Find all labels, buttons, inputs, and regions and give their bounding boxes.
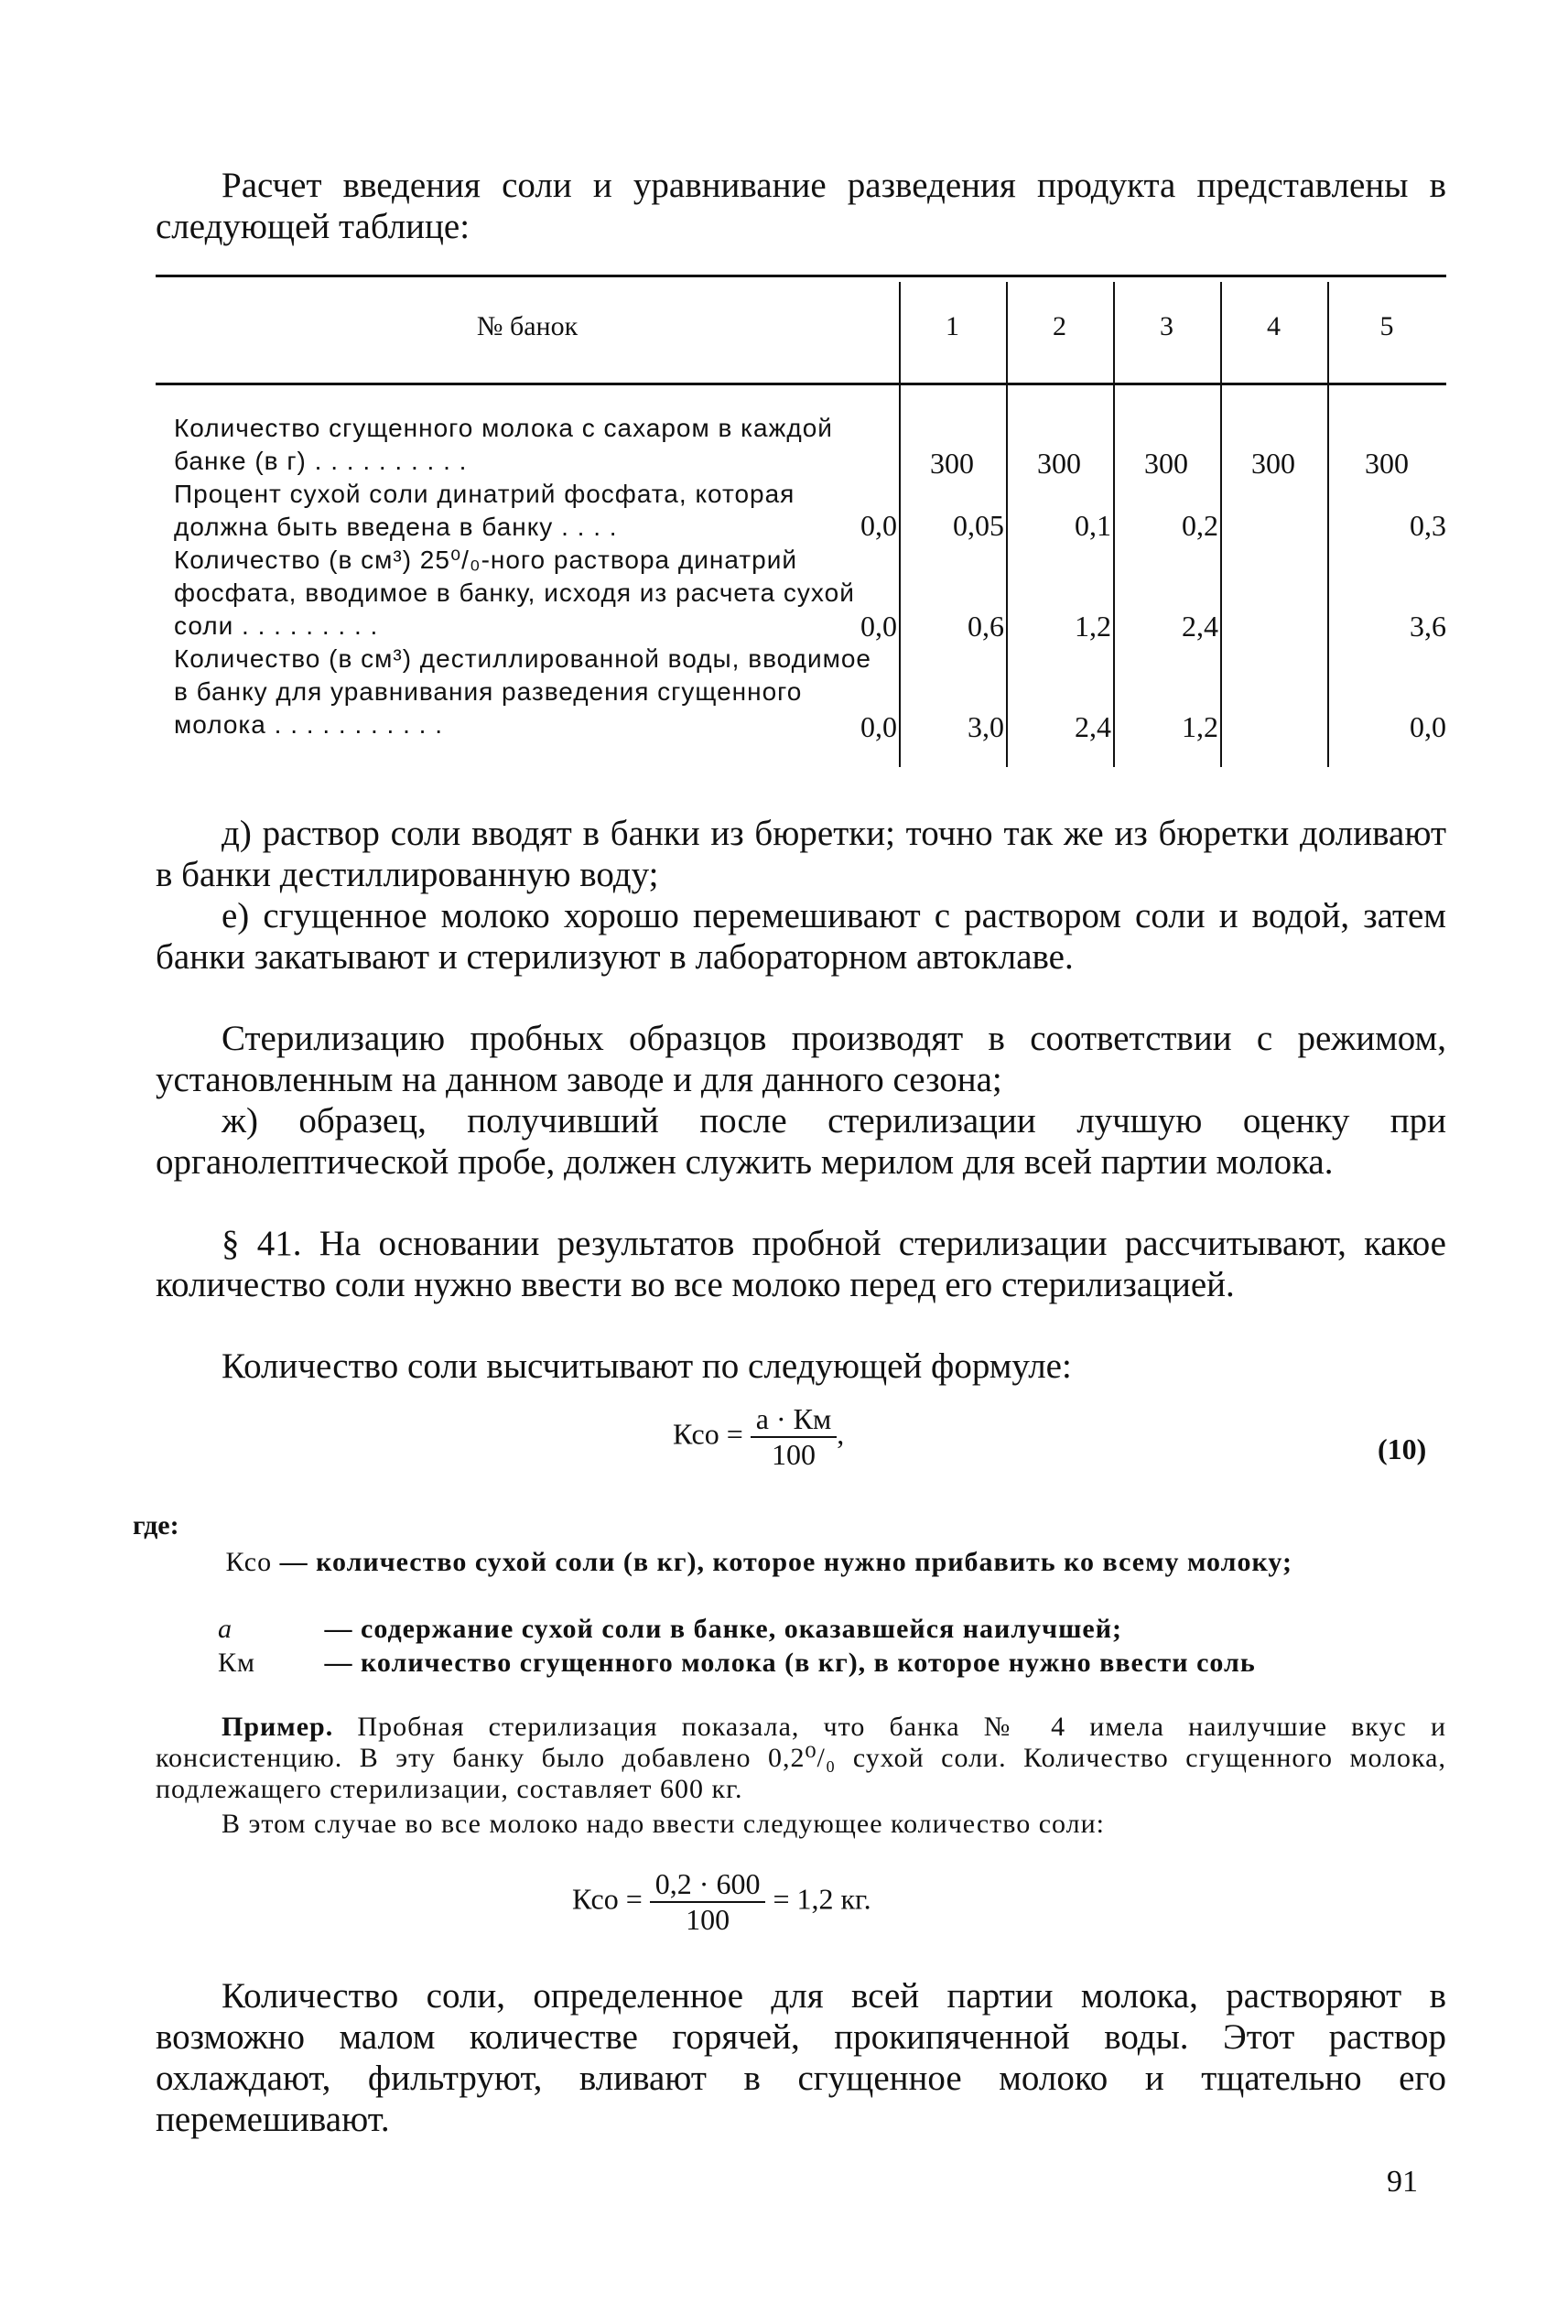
table-cell: 300: [1144, 447, 1188, 480]
example-formula-numerator: 0,2 · 600: [650, 1867, 766, 1903]
table-header-col: 2: [1053, 311, 1066, 341]
table-cell: 0,0: [860, 710, 897, 743]
table-cell: 300: [1037, 447, 1081, 480]
table-row-label: Количество сгущенного молока с сахаром в каждой банке (в г) . . . . . . . . . .: [174, 414, 833, 475]
table-header-col: 3: [1160, 311, 1173, 341]
formula-fraction: [751, 1402, 837, 1472]
legend-item: [218, 1648, 1446, 1679]
formula-denominator: 100: [772, 1438, 816, 1471]
final-paragraph: Количество соли, определенное для всей партии молока, растворяют в возможно малом количестве горячей, прокипяченной воды. Этот раствор охлаждают, фильтруют, вливают в сгущенное молоко и тщательно его перемешивают.: [156, 1976, 1446, 2139]
table-row-label: Процент сухой соли динатрий фосфата, которая должна быть введена в банку . . . .: [174, 480, 795, 541]
formula-numerator: a · Км: [751, 1402, 837, 1438]
legend-symbol: Ксо: [225, 1547, 273, 1577]
formula-tail: ,: [837, 1417, 845, 1451]
legend-text: — количество сухой соли (в кг), которое нужно прибавить ко всему молоку;: [279, 1547, 1292, 1577]
legend-text: — содержание сухой соли в банке, оказавшейся наилучшей;: [324, 1614, 1123, 1644]
table-cell: 2,4: [1182, 610, 1218, 643]
legend-item: [218, 1614, 1446, 1645]
example-formula-denominator: 100: [686, 1903, 730, 1936]
salt-table: [156, 275, 1446, 773]
where-label: где:: [133, 1510, 179, 1540]
formula-number: (10): [1378, 1432, 1427, 1465]
table-col-divider: [1006, 282, 1008, 767]
legend-text: — количество сгущенного молока (в кг), в которое нужно ввести соль: [324, 1648, 1256, 1678]
table-cell: 1,2: [1075, 610, 1111, 643]
example-text: Пробная стерилизация показала, что банка № 4 имела наилучшие вкус и консистенцию. В эту банку было добавлено 0,2⁰/₀ сухой соли. Количество сгущенного молока, подлежащего стерилизации, составляет 600 кг.: [156, 1712, 1447, 1804]
table-row-label: Количество (в см³) 25⁰/₀-ного раствора динатрий фосфата, вводимое в банку, исходя из расчета сухой соли . . . . . . . . .: [174, 546, 855, 640]
table-col-divider: [1220, 282, 1222, 767]
page-number: 91: [1387, 2165, 1418, 2199]
table-cell: 2,4: [1075, 710, 1111, 743]
legend-symbol: a: [218, 1614, 232, 1644]
example-lead: Пример.: [222, 1712, 334, 1742]
table-cell: 0,0: [860, 509, 897, 542]
formula-10: [673, 1402, 844, 1472]
paragraph-section-41: § 41. На основании результатов пробной стерилизации рассчитывают, какое количество соли нужно ввести во все молоко перед его стерилизацией.: [156, 1224, 1446, 1304]
table-cell: 1,2: [1182, 710, 1218, 743]
paragraph-sterilization: Стерилизацию пробных образцов производят в соответствии с режимом, установленным на данном заводе и для данного сезона;: [156, 1019, 1446, 1099]
table-col-divider: [1327, 282, 1329, 767]
example-formula-lhs: Ксо =: [572, 1882, 643, 1916]
table-cell: 3,6: [1410, 610, 1446, 643]
table-cell: 300: [1251, 447, 1295, 480]
table-cell: 300: [930, 447, 974, 480]
example-paragraph: [156, 1712, 1446, 1805]
table-header-label: № банок: [476, 311, 579, 341]
table-cell: 0,1: [1075, 509, 1111, 542]
table-cell: 3,0: [968, 710, 1004, 743]
table-cell: 0,0: [1410, 710, 1446, 743]
table-header-rule: [156, 383, 1446, 385]
table-cell: 0,2: [1182, 509, 1218, 542]
legend-symbol: Км: [218, 1648, 255, 1678]
table-cell: 0,05: [953, 509, 1004, 542]
table-col-divider: [1113, 282, 1115, 767]
intro-paragraph: Расчет введения соли и уравнивание разведения продукта представлены в следующей таблице:: [156, 166, 1446, 246]
paragraph-d: д) раствор соли вводят в банки из бюретки; точно так же из бюретки доливают в банки дестиллированную воду;: [156, 814, 1446, 894]
paragraph-formula-intro: Количество соли высчитывают по следующей формуле:: [222, 1346, 1072, 1386]
example-formula: [572, 1867, 871, 1937]
table-cell: 300: [1365, 447, 1409, 480]
table-cell: 0,6: [968, 610, 1004, 643]
paragraph-e: е) сгущенное молоко хорошо перемешивают с раствором соли и водой, затем банки закатывают и стерилизуют в лабораторном автоклаве.: [156, 896, 1446, 977]
table-col-divider: [899, 282, 901, 767]
table-row-label: Количество (в см³) дестиллированной воды, вводимое в банку для уравнивания разведения сгущенного молока . . . . . . . . . . .: [174, 644, 871, 739]
example-paragraph-2: В этом случае во все молоко надо ввести следующее количество соли:: [222, 1809, 1106, 1839]
legend-item: [218, 1547, 1446, 1578]
example-formula-result: = 1,2 кг.: [773, 1882, 871, 1916]
example-formula-fraction: [650, 1867, 766, 1937]
table-cell: 0,3: [1410, 509, 1446, 542]
table-header-col: 5: [1379, 311, 1394, 341]
paragraph-zh: ж) образец, получивший после стерилизации лучшую оценку при органолептической пробе, должен служить мерилом для всей партии молока.: [156, 1101, 1446, 1182]
table-header-col: 1: [946, 311, 959, 341]
table-cell: 0,0: [860, 610, 897, 643]
table-top-rule: [156, 275, 1446, 277]
formula-lhs: Ксо =: [673, 1417, 743, 1451]
table-header-col: 4: [1267, 311, 1281, 341]
